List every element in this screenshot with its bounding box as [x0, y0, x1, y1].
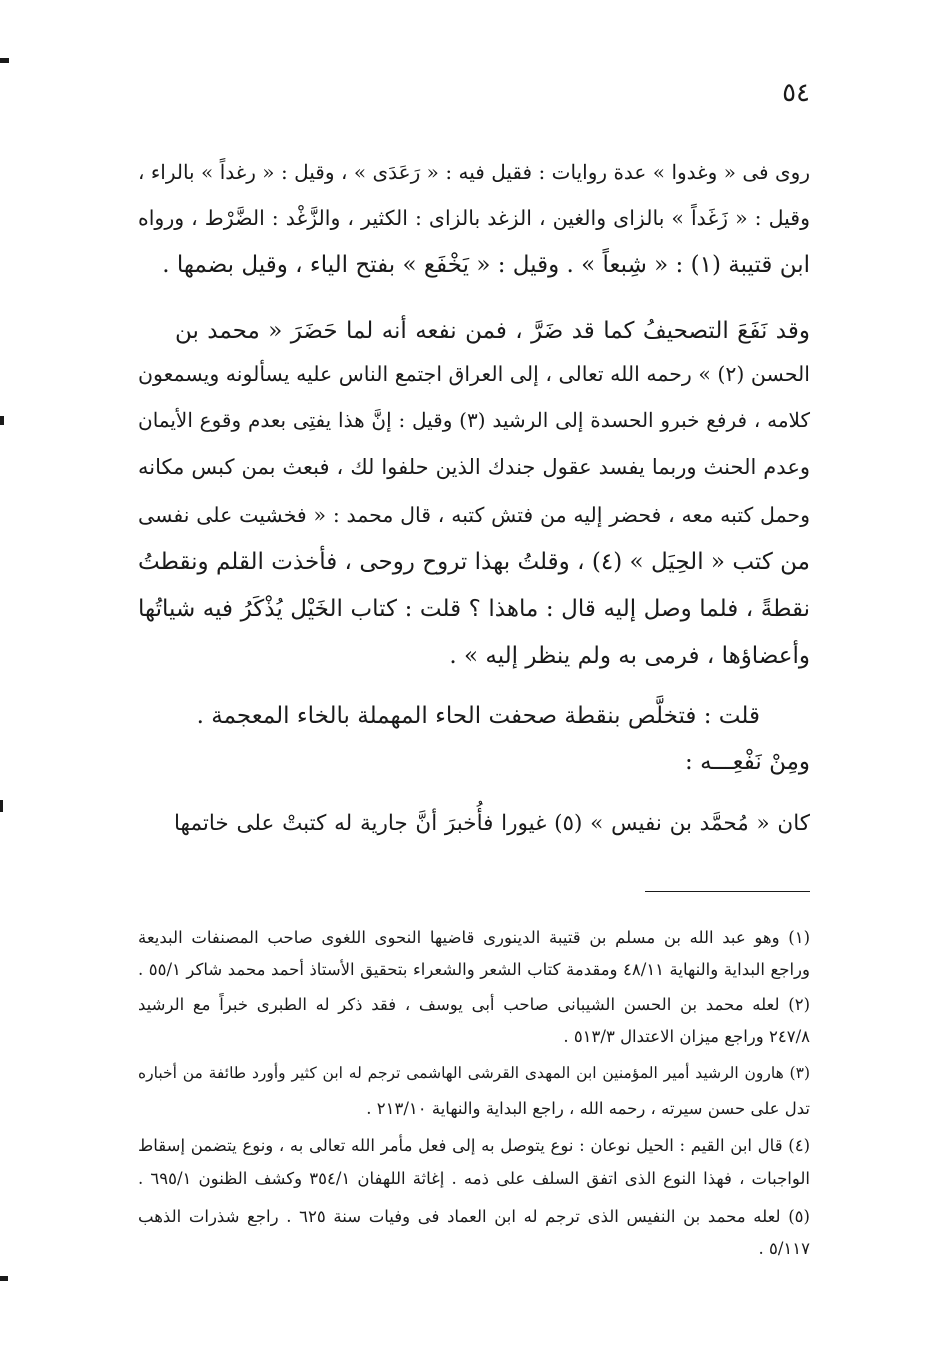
paragraph-2-line-5: وحمل كتبه معه ، فحضر إليه من فتش كتبه ، قال محمد : « فخشيت على نفسى — [138, 503, 810, 527]
subheading: ومِنْ نَفْعِـــه : — [685, 749, 810, 775]
paragraph-4: كان « مُحمَّد بن نفيس » (٥) غيورا فأُخبرَ أنَّ جارية له كتبتْ على خاتمها — [174, 811, 810, 836]
paragraph-2-line-7: نقطةً ، فلما وصل إليه قال : ماهذا ؟ قلت : كتاب الخَيْل يُذْكَرُ فيه شياتُها — [138, 596, 810, 622]
paragraph-2-line-1: وقد نَفَعَ التصحيفُ كما قد ضَرَّ ، فمن نفعه أنه لما حَضَرَ « محمد بن — [175, 318, 810, 344]
paragraph-2-line-6: من كتب « الحِيَل » (٤) ، وقلتُ بهذا تروح روحى ، فأخذت القلم ونقطتُ — [138, 549, 811, 575]
paragraph-3: قلت : فتخلَّص بنقطة صحفت الحاء المهملة بالخاء المعجمة . — [196, 703, 760, 729]
paragraph-2-line-8: وأعضاؤها ، فرمى به ولم ينظر إليه » . — [449, 643, 810, 669]
footnote-1-line-2: وراجع البداية والنهاية ٤٨/١١ ومقدمة كتاب الشعر والشعراء بتحقيق الأستاذ أحمد محمد شاكر ٥٥/١ . — [138, 960, 810, 979]
paragraph-1-line-1: روى فى « وغدوا » عدة روايات : فقيل فيه : « رَعَدَى » ، وقيل : « رغداً » بالراء ، — [138, 160, 810, 184]
paragraph-1-line-2: وقيل : « زَغَداً » بالزاى والغين ، الزغد بالزاى : الكثير ، والزَّغْد : الضَّرْط ، ورواه — [138, 206, 810, 230]
scan-edge-mark — [0, 58, 9, 63]
paragraph-2-line-2: الحسن (٢) » رحمه الله تعالى ، إلى العراق اجتمع الناس عليه يسألونه ويسمعون — [137, 362, 810, 386]
footnote-separator — [645, 891, 810, 892]
paragraph-2-line-3: كلامه ، فرفع خبرو الحسدة إلى الرشيد (٣) وقيل : إنَّ هذا يفتِى بعدم وقوع الأيمان — [138, 408, 811, 432]
paragraph-1-line-3: ابن قتيبة (١) : « شِبعاً » . وقيل : « يَخْفَع » بفتح الياء ، وقيل بضمها . — [162, 252, 810, 278]
scan-edge-mark — [0, 800, 3, 812]
footnote-5-line-2: ٥/١١٧ . — [758, 1239, 810, 1258]
footnote-4-line-1: (٤) قال ابن القيم : الحيل نوعان : نوع يتوصل به إلى فعل مأمر الله تعالى به ، ونوع يتضمن إسقاط — [138, 1136, 810, 1155]
footnote-3-line-2: تدل على حسن سيرته ، رحمه الله ، راجع البداية والنهاية ٢١٣/١٠ . — [366, 1099, 810, 1118]
footnote-3-line-1: (٣) هارون الرشيد أمير المؤمنين ابن المهدى القرشى الهاشمى ترجم له ابن كثير وأورد طائفة من أخباره — [138, 1064, 810, 1082]
page-number: ٥٤ — [782, 78, 810, 108]
footnote-1-line-1: (١) وهو عبد الله بن مسلم بن قتيبة الدينورى قاضيها النحوى اللغوى صاحب المصنفات البديعة — [138, 928, 810, 947]
paragraph-2-line-4: وعدم الحنث وربما يفسد عقول جندك الذين حلفوا لك ، فبعث بمن كبس مكانه — [138, 455, 810, 479]
scan-edge-mark — [0, 1276, 8, 1281]
footnote-2-line-2: ٢٤٧/٨ وراجع ميزان الاعتدال ٥١٣/٣ . — [563, 1027, 810, 1046]
footnote-5-line-1: (٥) لعله محمد بن النفيس الذى ترجم له ابن العماد فى وفيات سنة ٦٢٥ . راجع شذرات الذهب — [138, 1207, 810, 1226]
scan-edge-mark — [0, 416, 4, 425]
footnote-2-line-1: (٢) لعله محمد بن الحسن الشيبانى صاحب أبى يوسف ، فقد ذكر له الطبرى خبراً مع الرشيد — [138, 995, 810, 1014]
footnote-4-line-2: الواجبات ، فهذا النوع الذى اتفق السلف على ذمه . إغاثة اللهفان ٣٥٤/١ وكشف الظنون ٦٩٥/١ . — [138, 1169, 810, 1188]
